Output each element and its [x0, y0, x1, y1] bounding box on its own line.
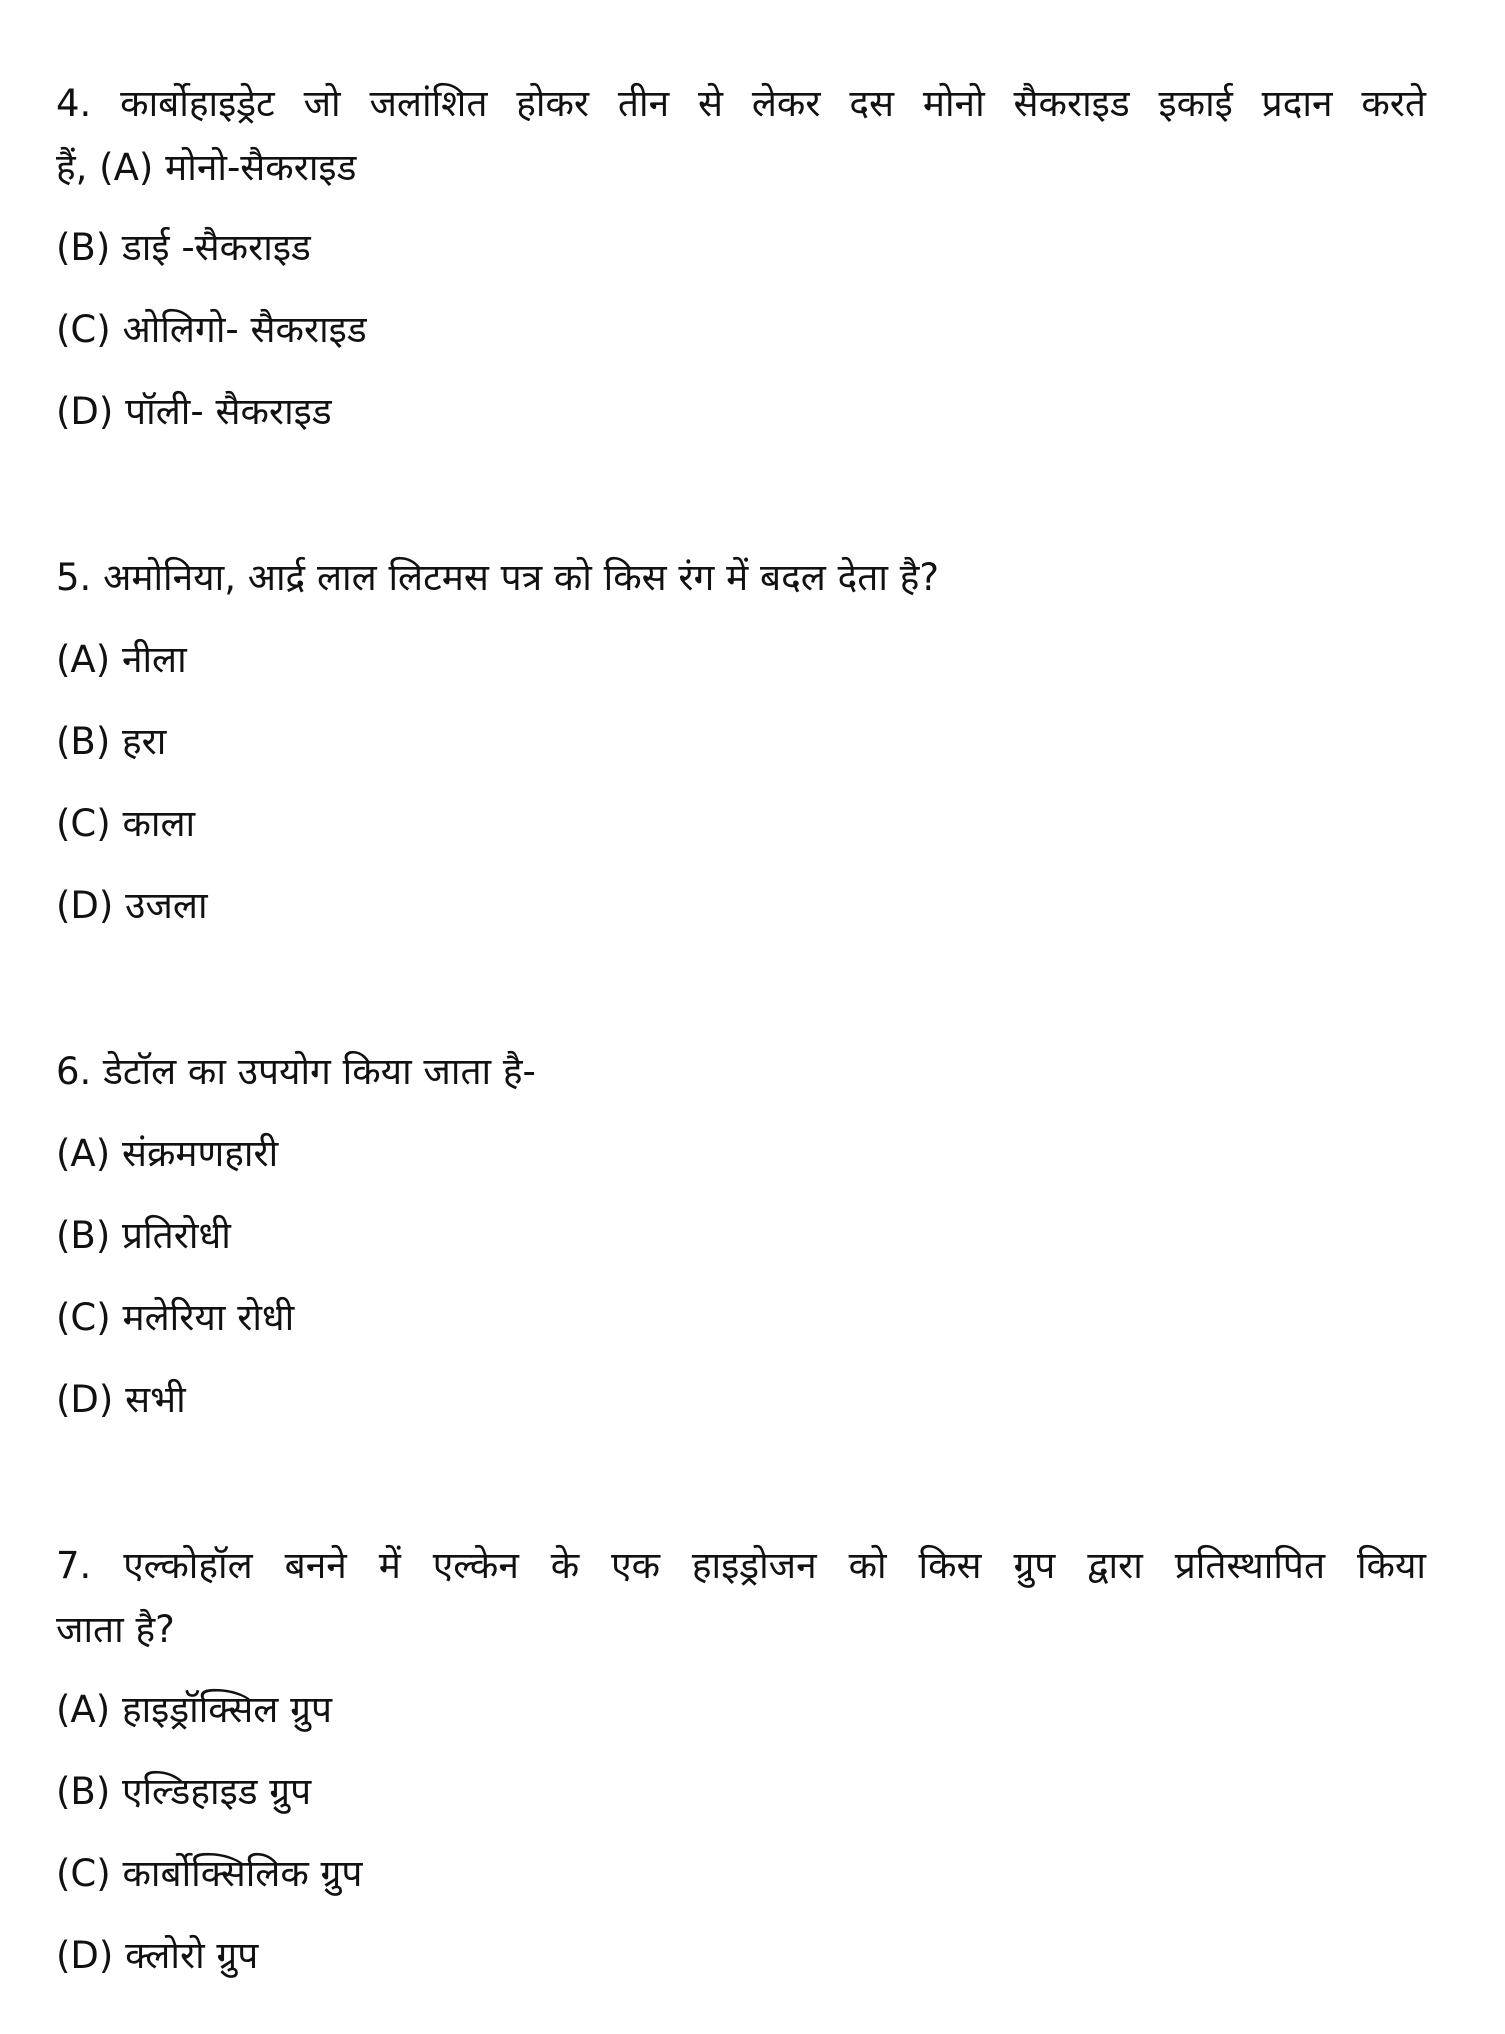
question-7-option-a: (A) हाइड्रॉक्सिल ग्रुप [56, 1688, 332, 1731]
question-4-line-1: 4. कार्बोहाइड्रेट जो जलांशित होकर तीन से लेकर दस मोनो सैकराइड इकाई प्रदान करते [56, 82, 1426, 125]
question-4-option-d: (D) पॉली- सैकराइड [56, 390, 332, 433]
question-4-option-b: (B) डाई -सैकराइड [56, 226, 311, 269]
question-7-option-c: (C) कार्बोक्सिलिक ग्रुप [56, 1852, 363, 1895]
question-6-option-a: (A) संक्रमणहारी [56, 1132, 279, 1175]
question-4-option-c: (C) ओलिगो- सैकराइड [56, 308, 367, 351]
question-7-option-d: (D) क्लोरो ग्रुप [56, 1934, 259, 1977]
question-7-line-2: जाता है? [56, 1608, 175, 1651]
question-5-option-b: (B) हरा [56, 720, 167, 763]
question-6-option-d: (D) सभी [56, 1378, 186, 1421]
question-5-text: 5. अमोनिया, आर्द्र लाल लिटमस पत्र को किस रंग में बदल देता है? [56, 556, 940, 599]
question-7-line-1: 7. एल्कोहॉल बनने में एल्केन के एक हाइड्रोजन को किस ग्रुप द्वारा प्रतिस्थापित किया [56, 1544, 1426, 1587]
question-6-option-b: (B) प्रतिरोधी [56, 1214, 231, 1257]
question-6-option-c: (C) मलेरिया रोधी [56, 1296, 295, 1339]
question-5-option-c: (C) काला [56, 802, 196, 845]
question-7-option-b: (B) एल्डिहाइड ग्रुप [56, 1770, 312, 1813]
question-5-option-d: (D) उजला [56, 884, 208, 927]
question-6-text: 6. डेटॉल का उपयोग किया जाता है- [56, 1050, 536, 1093]
question-4-line-2: हैं, (A) मोनो-सैकराइड [56, 146, 357, 189]
question-5-option-a: (A) नीला [56, 638, 187, 681]
